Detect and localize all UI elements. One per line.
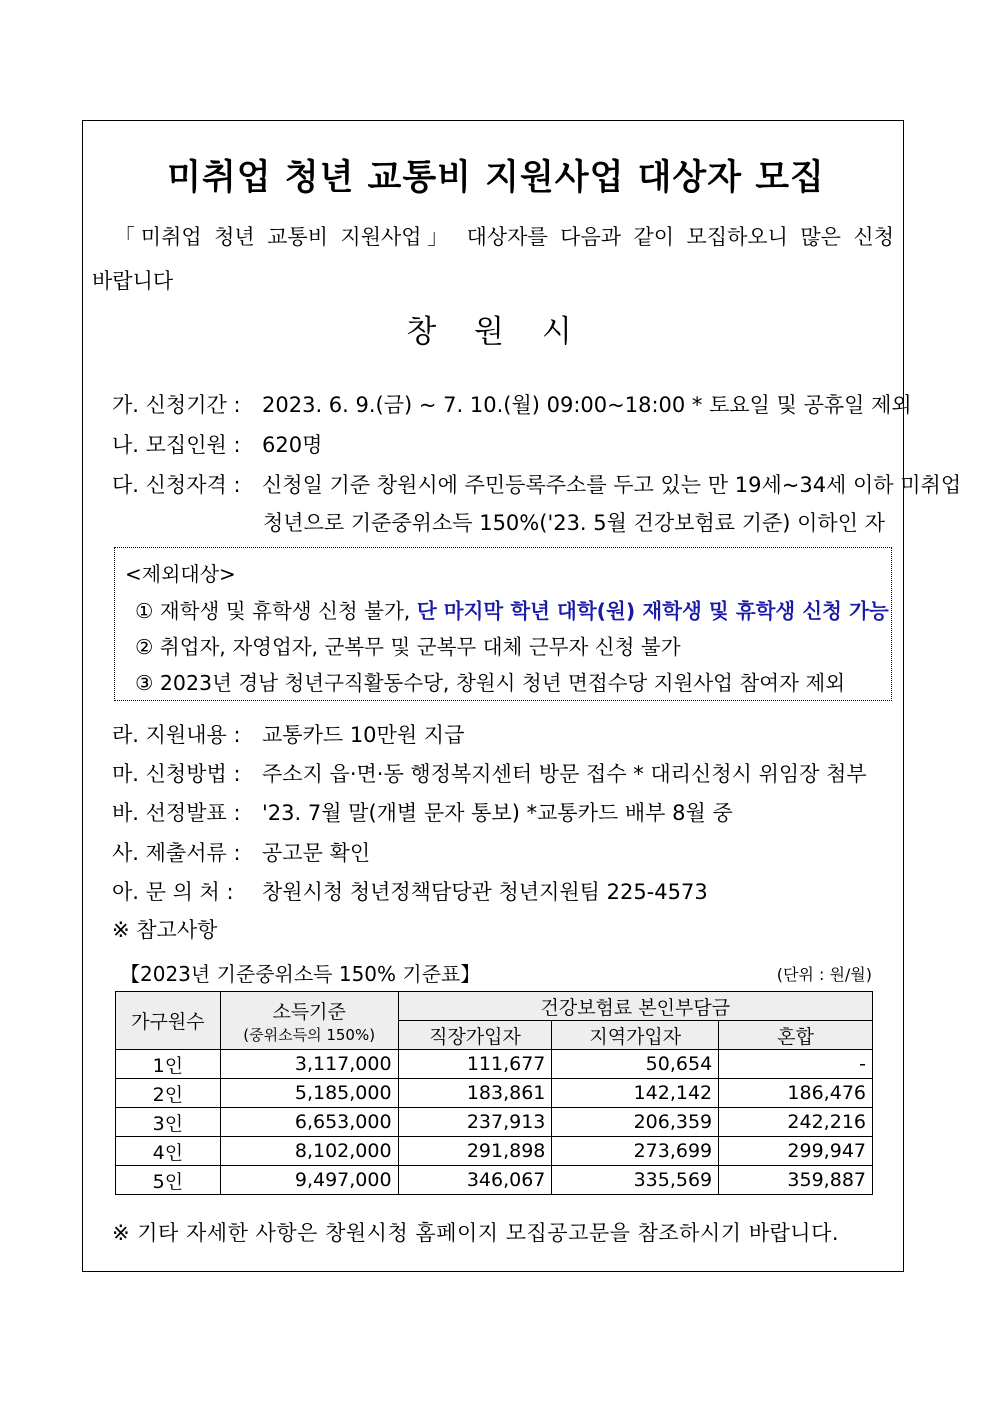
header-regional: 지역가입자 (552, 1021, 719, 1050)
cell-regional: 206,359 (552, 1108, 719, 1137)
item-value: 교통카드 10만원 지급 (262, 723, 465, 747)
table-title: 【2023년 기준중위소득 150% 기준표】 (120, 962, 481, 986)
table-row (116, 1050, 873, 1079)
cell-regional: 50,654 (552, 1050, 719, 1079)
cell-regional: 273,699 (552, 1137, 719, 1166)
item-support-content (112, 719, 465, 749)
item-announcement (112, 797, 733, 827)
exclusion-box (114, 547, 892, 701)
exclusion-heading: <제외대상> (125, 562, 236, 586)
header-income (220, 992, 398, 1050)
footer-note: ※ 기타 자세한 사항은 창원시청 홈페이지 모집공고문을 참조하시기 바랍니다. (112, 1221, 840, 1245)
header-income-label: 소득기준 (272, 1000, 346, 1023)
table-row (116, 1166, 873, 1195)
cell-workplace: 237,913 (398, 1108, 552, 1137)
header-household: 가구원수 (116, 992, 221, 1050)
cell-regional: 142,142 (552, 1079, 719, 1108)
item-label: 마. 신청방법 : (112, 762, 241, 786)
cell-size: 1인 (116, 1050, 221, 1079)
item-application-method (112, 758, 867, 788)
item-value: 공고문 확인 (262, 841, 371, 865)
cell-income: 9,497,000 (220, 1166, 398, 1195)
item-eligibility-continued: 청년으로 기준중위소득 150%('23. 5월 건강보험료 기준) 이하인 자 (263, 511, 885, 535)
cell-workplace: 111,677 (398, 1050, 552, 1079)
item-value: 주소지 읍·면·동 행정복지센터 방문 접수 * 대리신청시 위임장 첨부 (262, 762, 867, 786)
header-workplace: 직장가입자 (398, 1021, 552, 1050)
item-label: 나. 모집인원 : (112, 433, 241, 457)
intro-line-2: 바랍니다 (92, 269, 174, 293)
header-mixed: 혼합 (719, 1021, 873, 1050)
issuer-name: 창 원 시 (406, 314, 586, 350)
item-label: 사. 제출서류 : (112, 841, 241, 865)
cell-mixed: - (719, 1050, 873, 1079)
cell-workplace: 291,898 (398, 1137, 552, 1166)
item-label: 다. 신청자격 : (112, 473, 241, 497)
table-row (116, 1079, 873, 1108)
exclusion-item-1-text: ① 재학생 및 휴학생 신청 불가, (135, 599, 417, 623)
cell-mixed: 242,216 (719, 1108, 873, 1137)
cell-size: 4인 (116, 1137, 221, 1166)
cell-workplace: 183,861 (398, 1079, 552, 1108)
exclusion-item-2: ② 취업자, 자영업자, 군복무 및 군복무 대체 근무자 신청 불가 (135, 635, 681, 659)
cell-mixed: 299,947 (719, 1137, 873, 1166)
exclusion-item-3: ③ 2023년 경남 청년구직활동수당, 창원시 청년 면접수당 지원사업 참여자 제외 (135, 671, 845, 695)
cell-income: 6,653,000 (220, 1108, 398, 1137)
reference-heading: ※ 참고사항 (112, 918, 218, 942)
exclusion-item-1 (135, 594, 889, 624)
item-value: 620명 (262, 433, 323, 457)
item-label: 가. 신청기간 : (112, 393, 241, 417)
item-value: 창원시청 청년정책담당관 청년지원팀 225-4573 (262, 880, 708, 904)
header-insurance: 건강보험료 본인부담금 (398, 992, 872, 1021)
item-recruit-count (112, 429, 323, 459)
cell-mixed: 359,887 (719, 1166, 873, 1195)
cell-income: 3,117,000 (220, 1050, 398, 1079)
cell-regional: 335,569 (552, 1166, 719, 1195)
exclusion-item-1-highlight: 단 마지막 학년 대학(원) 재학생 및 휴학생 신청 가능 (416, 599, 889, 623)
cell-income: 8,102,000 (220, 1137, 398, 1166)
item-label: 아. 문 의 처 : (112, 880, 234, 904)
cell-size: 5인 (116, 1166, 221, 1195)
intro-line-1: 「미취업 청년 교통비 지원사업」 대상자를 다음과 같이 모집하오니 많은 신청 (114, 225, 894, 249)
item-value: 2023. 6. 9.(금) ~ 7. 10.(월) 09:00~18:00 * 토요일 및 공휴일 제외 (262, 393, 912, 417)
header-income-sub: (중위소득의 150%) (243, 1025, 376, 1044)
intro-paragraph (92, 215, 894, 303)
table-row (116, 1108, 873, 1137)
item-contact (112, 876, 708, 906)
cell-size: 3인 (116, 1108, 221, 1137)
item-label: 바. 선정발표 : (112, 801, 241, 825)
item-eligibility (112, 469, 962, 499)
cell-income: 5,185,000 (220, 1079, 398, 1108)
item-value: '23. 7월 말(개별 문자 통보) *교통카드 배부 8월 중 (262, 801, 733, 825)
cell-size: 2인 (116, 1079, 221, 1108)
table-row (116, 1137, 873, 1166)
item-value: 신청일 기준 창원시에 주민등록주소를 두고 있는 만 19세~34세 이하 미취업 (262, 473, 962, 497)
item-label: 라. 지원내용 : (112, 723, 241, 747)
income-table (115, 991, 873, 1195)
cell-workplace: 346,067 (398, 1166, 552, 1195)
cell-mixed: 186,476 (719, 1079, 873, 1108)
page-title: 미취업 청년 교통비 지원사업 대상자 모집 (167, 158, 825, 198)
item-application-period (112, 389, 912, 419)
table-unit: (단위 : 원/월) (776, 965, 872, 984)
item-documents (112, 837, 371, 867)
